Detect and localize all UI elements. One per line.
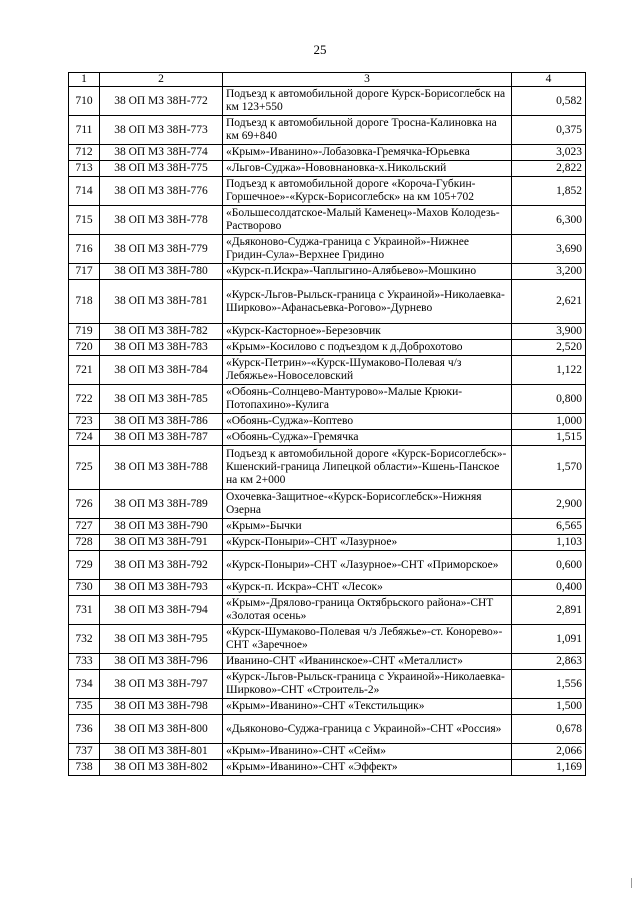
road-code: 38 ОП МЗ 38Н-790 bbox=[100, 519, 223, 535]
table-row bbox=[69, 535, 586, 551]
row-number: 733 bbox=[69, 654, 100, 670]
table-row bbox=[69, 87, 586, 116]
row-number: 717 bbox=[69, 264, 100, 280]
road-length: 2,520 bbox=[512, 340, 586, 356]
row-number: 719 bbox=[69, 324, 100, 340]
road-name: «Курск-Льгов-Рыльск-граница с Украиной»-Николаевка-Ширково»-СНТ «Строитель-2» bbox=[223, 670, 512, 699]
row-number: 728 bbox=[69, 535, 100, 551]
road-name: «Курск-Льгов-Рыльск-граница с Украиной»-Николаевка-Ширково»-Афанасьевка-Рогово»-Дурнево bbox=[223, 280, 512, 324]
table-row bbox=[69, 715, 586, 744]
road-code: 38 ОП МЗ 38Н-787 bbox=[100, 430, 223, 446]
row-number: 723 bbox=[69, 414, 100, 430]
road-length: 1,852 bbox=[512, 177, 586, 206]
road-code: 38 ОП МЗ 38Н-802 bbox=[100, 760, 223, 776]
table-row bbox=[69, 744, 586, 760]
table-row bbox=[69, 414, 586, 430]
road-code: 38 ОП МЗ 38Н-778 bbox=[100, 206, 223, 235]
road-length: 6,300 bbox=[512, 206, 586, 235]
row-number: 724 bbox=[69, 430, 100, 446]
road-code: 38 ОП МЗ 38Н-788 bbox=[100, 446, 223, 490]
road-name: Подъезд к автомобильной дороге «Короча-Губкин-Горшечное»-«Курск-Борисоглебск» на км 105+702 bbox=[223, 177, 512, 206]
row-number: 725 bbox=[69, 446, 100, 490]
road-name: «Крым»-Дрялово-граница Октябрьского района»-СНТ «Золотая осень» bbox=[223, 596, 512, 625]
road-length: 3,900 bbox=[512, 324, 586, 340]
road-name: «Большесолдатское-Малый Каменец»-Махов Колодезь-Растворово bbox=[223, 206, 512, 235]
row-number: 735 bbox=[69, 699, 100, 715]
table-row bbox=[69, 580, 586, 596]
row-number: 726 bbox=[69, 490, 100, 519]
road-length: 1,570 bbox=[512, 446, 586, 490]
road-name: «Крым»-Бычки bbox=[223, 519, 512, 535]
road-length: 1,500 bbox=[512, 699, 586, 715]
road-code: 38 ОП МЗ 38Н-793 bbox=[100, 580, 223, 596]
row-number: 712 bbox=[69, 145, 100, 161]
road-name: «Курск-Шумаково-Полевая ч/з Лебяжье»-ст. Конорево»-СНТ «Заречное» bbox=[223, 625, 512, 654]
table-row bbox=[69, 654, 586, 670]
row-number: 730 bbox=[69, 580, 100, 596]
table-row bbox=[69, 551, 586, 580]
row-number: 713 bbox=[69, 161, 100, 177]
road-length: 1,122 bbox=[512, 356, 586, 385]
row-number: 729 bbox=[69, 551, 100, 580]
row-number: 722 bbox=[69, 385, 100, 414]
road-name: Подъезд к автомобильной дороге Тросна-Калиновка на км 69+840 bbox=[223, 116, 512, 145]
row-number: 727 bbox=[69, 519, 100, 535]
road-code: 38 ОП МЗ 38Н-773 bbox=[100, 116, 223, 145]
road-name: Иванино-СНТ «Иванинское»-СНТ «Металлист» bbox=[223, 654, 512, 670]
road-length: 2,891 bbox=[512, 596, 586, 625]
table-row bbox=[69, 161, 586, 177]
table-row bbox=[69, 280, 586, 324]
road-name: «Обоянь-Суджа»-Гремячка bbox=[223, 430, 512, 446]
road-name: «Крым»-Иванино»-СНТ «Сейм» bbox=[223, 744, 512, 760]
road-length: 2,822 bbox=[512, 161, 586, 177]
road-name: «Курск-Касторное»-Березовчик bbox=[223, 324, 512, 340]
row-number: 716 bbox=[69, 235, 100, 264]
row-number: 731 bbox=[69, 596, 100, 625]
table-row bbox=[69, 699, 586, 715]
road-code: 38 ОП МЗ 38Н-797 bbox=[100, 670, 223, 699]
road-code: 38 ОП МЗ 38Н-798 bbox=[100, 699, 223, 715]
road-length: 6,565 bbox=[512, 519, 586, 535]
road-name: «Курск-Петрин»-«Курск-Шумаково-Полевая ч/з Лебяжье»-Новоселовский bbox=[223, 356, 512, 385]
road-code: 38 ОП МЗ 38Н-801 bbox=[100, 744, 223, 760]
table-row bbox=[69, 446, 586, 490]
road-length: 0,678 bbox=[512, 715, 586, 744]
road-length: 0,600 bbox=[512, 551, 586, 580]
road-code: 38 ОП МЗ 38Н-800 bbox=[100, 715, 223, 744]
row-number: 720 bbox=[69, 340, 100, 356]
road-name: «Крым»-Иванино»-Лобазовка-Гремячка-Юрьевка bbox=[223, 145, 512, 161]
table-row bbox=[69, 596, 586, 625]
road-code: 38 ОП МЗ 38Н-794 bbox=[100, 596, 223, 625]
road-length: 2,066 bbox=[512, 744, 586, 760]
road-code: 38 ОП МЗ 38Н-779 bbox=[100, 235, 223, 264]
table-row bbox=[69, 324, 586, 340]
road-length: 0,800 bbox=[512, 385, 586, 414]
road-code: 38 ОП МЗ 38Н-782 bbox=[100, 324, 223, 340]
table-row bbox=[69, 340, 586, 356]
row-number: 738 bbox=[69, 760, 100, 776]
road-name: «Крым»-Иванино»-СНТ «Текстильщик» bbox=[223, 699, 512, 715]
table-row bbox=[69, 145, 586, 161]
table-row bbox=[69, 490, 586, 519]
road-code: 38 ОП МЗ 38Н-795 bbox=[100, 625, 223, 654]
row-number: 711 bbox=[69, 116, 100, 145]
road-length: 1,103 bbox=[512, 535, 586, 551]
road-code: 38 ОП МЗ 38Н-784 bbox=[100, 356, 223, 385]
road-name: Подъезд к автомобильной дороге «Курск-Борисоглебск»-Кшенский-граница Липецкой области»-Кшень-Панское на км 2+000 bbox=[223, 446, 512, 490]
road-length: 3,690 bbox=[512, 235, 586, 264]
road-name: Подъезд к автомобильной дороге Курск-Борисоглебск на км 123+550 bbox=[223, 87, 512, 116]
road-length: 1,169 bbox=[512, 760, 586, 776]
table-row bbox=[69, 760, 586, 776]
row-number: 721 bbox=[69, 356, 100, 385]
road-length: 0,582 bbox=[512, 87, 586, 116]
page-number: 25 bbox=[313, 42, 327, 57]
road-code: 38 ОП МЗ 38Н-780 bbox=[100, 264, 223, 280]
road-code: 38 ОП МЗ 38Н-775 bbox=[100, 161, 223, 177]
road-length: 3,200 bbox=[512, 264, 586, 280]
table-header-row bbox=[69, 73, 586, 87]
road-code: 38 ОП МЗ 38Н-785 bbox=[100, 385, 223, 414]
scan-edge-mark bbox=[631, 878, 632, 888]
road-length: 3,023 bbox=[512, 145, 586, 161]
road-name: «Курск-Поныри»-СНТ «Лазурное» bbox=[223, 535, 512, 551]
row-number: 715 bbox=[69, 206, 100, 235]
road-code: 38 ОП МЗ 38Н-776 bbox=[100, 177, 223, 206]
table-row bbox=[69, 430, 586, 446]
row-number: 736 bbox=[69, 715, 100, 744]
road-name: «Обоянь-Солнцево-Мантурово»-Малые Крюки-Потопахино»-Кулига bbox=[223, 385, 512, 414]
table-row bbox=[69, 206, 586, 235]
road-code: 38 ОП МЗ 38Н-789 bbox=[100, 490, 223, 519]
road-name: «Обоянь-Суджа»-Коптево bbox=[223, 414, 512, 430]
road-length: 2,863 bbox=[512, 654, 586, 670]
table-row bbox=[69, 519, 586, 535]
table-row bbox=[69, 116, 586, 145]
road-length: 1,515 bbox=[512, 430, 586, 446]
road-length: 1,091 bbox=[512, 625, 586, 654]
row-number: 714 bbox=[69, 177, 100, 206]
table-row bbox=[69, 385, 586, 414]
header-col-2: 2 bbox=[100, 73, 223, 87]
road-length: 2,900 bbox=[512, 490, 586, 519]
road-name: «Курск-п.Искра»-Чаплыгино-Алябьево»-Мошкино bbox=[223, 264, 512, 280]
road-length: 1,556 bbox=[512, 670, 586, 699]
road-code: 38 ОП МЗ 38Н-774 bbox=[100, 145, 223, 161]
table-row bbox=[69, 264, 586, 280]
road-name: «Крым»-Косилово с подъездом к д.Доброхотово bbox=[223, 340, 512, 356]
road-code: 38 ОП МЗ 38Н-772 bbox=[100, 87, 223, 116]
road-name: «Крым»-Иванино»-СНТ «Эффект» bbox=[223, 760, 512, 776]
road-code: 38 ОП МЗ 38Н-781 bbox=[100, 280, 223, 324]
table-row bbox=[69, 625, 586, 654]
table-row bbox=[69, 356, 586, 385]
road-name: «Курск-п. Искра»-СНТ «Лесок» bbox=[223, 580, 512, 596]
row-number: 710 bbox=[69, 87, 100, 116]
row-number: 732 bbox=[69, 625, 100, 654]
road-code: 38 ОП МЗ 38Н-791 bbox=[100, 535, 223, 551]
table-row bbox=[69, 177, 586, 206]
road-length: 0,375 bbox=[512, 116, 586, 145]
roads-table bbox=[68, 72, 586, 776]
header-col-1: 1 bbox=[69, 73, 100, 87]
road-code: 38 ОП МЗ 38Н-796 bbox=[100, 654, 223, 670]
row-number: 718 bbox=[69, 280, 100, 324]
road-code: 38 ОП МЗ 38Н-786 bbox=[100, 414, 223, 430]
road-name: «Дьяконово-Суджа-граница с Украиной»-Нижнее Гридин-Сула»-Верхнее Гридино bbox=[223, 235, 512, 264]
row-number: 737 bbox=[69, 744, 100, 760]
header-col-3: 3 bbox=[223, 73, 512, 87]
road-name: «Дьяконово-Суджа-граница с Украиной»-СНТ «Россия» bbox=[223, 715, 512, 744]
header-col-4: 4 bbox=[512, 73, 586, 87]
row-number: 734 bbox=[69, 670, 100, 699]
road-code: 38 ОП МЗ 38Н-783 bbox=[100, 340, 223, 356]
road-name: «Курск-Поныри»-СНТ «Лазурное»-СНТ «Приморское» bbox=[223, 551, 512, 580]
road-length: 1,000 bbox=[512, 414, 586, 430]
road-length: 2,621 bbox=[512, 280, 586, 324]
road-name: Охочевка-Защитное-«Курск-Борисоглебск»-Нижняя Озерна bbox=[223, 490, 512, 519]
table-row bbox=[69, 670, 586, 699]
table-row bbox=[69, 235, 586, 264]
road-length: 0,400 bbox=[512, 580, 586, 596]
road-name: «Льгов-Суджа»-Нововнановка-х.Никольский bbox=[223, 161, 512, 177]
road-code: 38 ОП МЗ 38Н-792 bbox=[100, 551, 223, 580]
